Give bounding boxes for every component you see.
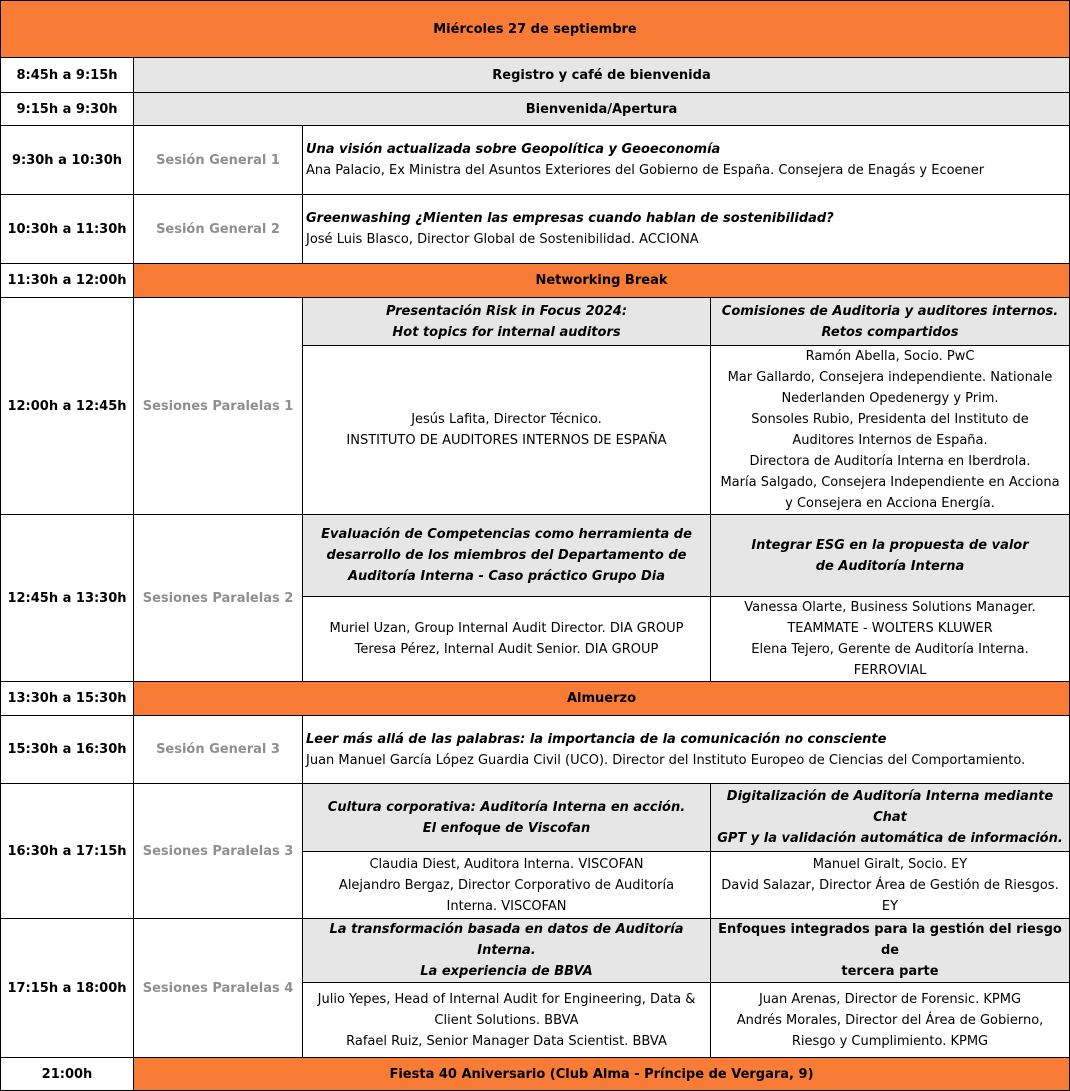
time-cell: 9:15h a 9:30h [1, 93, 134, 126]
event-title: Registro y café de bienvenida [134, 58, 1070, 93]
session-label: Sesión General 3 [134, 716, 303, 784]
time-cell: 10:30h a 11:30h [1, 195, 134, 264]
track-b-title: Comisiones de Auditoria y auditores internos. Retos compartidos [711, 298, 1070, 346]
session-label: Sesión General 2 [134, 195, 303, 264]
session-label: Sesiones Paralelas 1 [134, 298, 303, 515]
time-cell: 12:00h a 12:45h [1, 298, 134, 515]
date-header: Miércoles 27 de septiembre [1, 1, 1070, 58]
agenda-row [1, 93, 1070, 126]
event-title: Fiesta 40 Aniversario (Club Alma - Príncipe de Vergara, 9) [134, 1058, 1070, 1091]
track-a-title: La transformación basada en datos de Auditoría Interna. La experiencia de BBVA [303, 919, 711, 983]
time-cell: 9:30h a 10:30h [1, 126, 134, 195]
talk-speaker: Ana Palacio, Ex Ministra del Asuntos Exteriores del Gobierno de España. Consejera de Enagás y Ecoener [306, 163, 985, 178]
session-detail [303, 126, 1070, 195]
break-title: Almuerzo [134, 682, 1070, 716]
track-a-title: Presentación Risk in Focus 2024: Hot topics for internal auditors [303, 298, 711, 346]
talk-title: Greenwashing ¿Mienten las empresas cuando hablan de sostenibilidad? [306, 211, 834, 226]
session-label: Sesiones Paralelas 2 [134, 515, 303, 682]
session-detail [303, 195, 1070, 264]
agenda-row [1, 264, 1070, 298]
header-row [1, 1, 1070, 58]
track-b-title: Integrar ESG en la propuesta de valor de Auditoría Interna [711, 515, 1070, 597]
time-cell: 17:15h a 18:00h [1, 919, 134, 1058]
track-a-speakers: Muriel Uzan, Group Internal Audit Director. DIA GROUP Teresa Pérez, Internal Audit Senior. DIA GROUP [303, 597, 711, 682]
talk-speaker: Juan Manuel García López Guardia Civil (UCO). Director del Instituto Europeo de Ciencias del Comportamiento. [306, 752, 1026, 768]
talk-title: Una visión actualizada sobre Geopolítica y Geoeconomía [306, 142, 721, 157]
talk-speaker: José Luis Blasco, Director Global de Sostenibilidad. ACCIONA [306, 232, 699, 247]
agenda-row [1, 126, 1070, 195]
session-detail [303, 716, 1070, 784]
track-a-title: Evaluación de Competencias como herramienta de desarrollo de los miembros del Departamento de Auditoría Interna - Caso práctico Grupo Dia [303, 515, 711, 597]
time-cell: 15:30h a 16:30h [1, 716, 134, 784]
track-b-speakers: Vanessa Olarte, Business Solutions Manager. TEAMMATE - WOLTERS KLUWER Elena Tejero, Gerente de Auditoría Interna. FERROVIAL [711, 597, 1070, 682]
track-a-speakers: Jesús Lafita, Director Técnico. INSTITUTO DE AUDITORES INTERNOS DE ESPAÑA [303, 346, 711, 515]
session-label: Sesiones Paralelas 4 [134, 919, 303, 1058]
time-cell: 13:30h a 15:30h [1, 682, 134, 716]
event-title: Bienvenida/Apertura [134, 93, 1070, 126]
track-b-speakers: Juan Arenas, Director de Forensic. KPMG Andrés Morales, Director del Área de Gobierno, Riesgo y Cumplimiento. KPMG [711, 983, 1070, 1058]
track-b-speakers: Manuel Giralt, Socio. EY David Salazar, Director Área de Gestión de Riesgos. EY [711, 852, 1070, 919]
track-a-speakers: Julio Yepes, Head of Internal Audit for Engineering, Data & Client Solutions. BBVA Rafael Ruiz, Senior Manager Data Scientist. BBVA [303, 983, 711, 1058]
agenda-row [1, 58, 1070, 93]
time-cell: 12:45h a 13:30h [1, 515, 134, 682]
time-cell: 21:00h [1, 1058, 134, 1091]
track-b-title: Enfoques integrados para la gestión del riesgo de tercera parte [711, 919, 1070, 983]
track-b-title: Digitalización de Auditoría Interna mediante Chat GPT y la validación automática de información. [711, 784, 1070, 852]
track-a-speakers: Claudia Diest, Auditora Interna. VISCOFAN Alejandro Bergaz, Director Corporativo de Auditoría Interna. VISCOFAN [303, 852, 711, 919]
agenda-row [1, 682, 1070, 716]
time-cell: 16:30h a 17:15h [1, 784, 134, 919]
session-label: Sesiones Paralelas 3 [134, 784, 303, 919]
agenda-row [1, 919, 1070, 983]
time-cell: 8:45h a 9:15h [1, 58, 134, 93]
agenda-row [1, 716, 1070, 784]
agenda-row [1, 515, 1070, 597]
talk-title: Leer más allá de las palabras: la importancia de la comunicación no consciente [306, 731, 887, 747]
agenda-row [1, 298, 1070, 346]
agenda-row [1, 784, 1070, 852]
track-b-speakers: Ramón Abella, Socio. PwC Mar Gallardo, Consejera independiente. Nationale Nederlanden Opedenergy y Prim. Sonsoles Rubio, Presidenta del Instituto de Auditores Internos de España. Directora de Auditoría Interna en Iberdrola. María Salgado, Consejera Independiente en Acciona y Consejera en Acciona Energía. [711, 346, 1070, 515]
track-a-title: Cultura corporativa: Auditoría Interna en acción. El enfoque de Viscofan [303, 784, 711, 852]
agenda-row [1, 195, 1070, 264]
session-label: Sesión General 1 [134, 126, 303, 195]
time-cell: 11:30h a 12:00h [1, 264, 134, 298]
agenda-row [1, 1058, 1070, 1091]
break-title: Networking Break [134, 264, 1070, 298]
